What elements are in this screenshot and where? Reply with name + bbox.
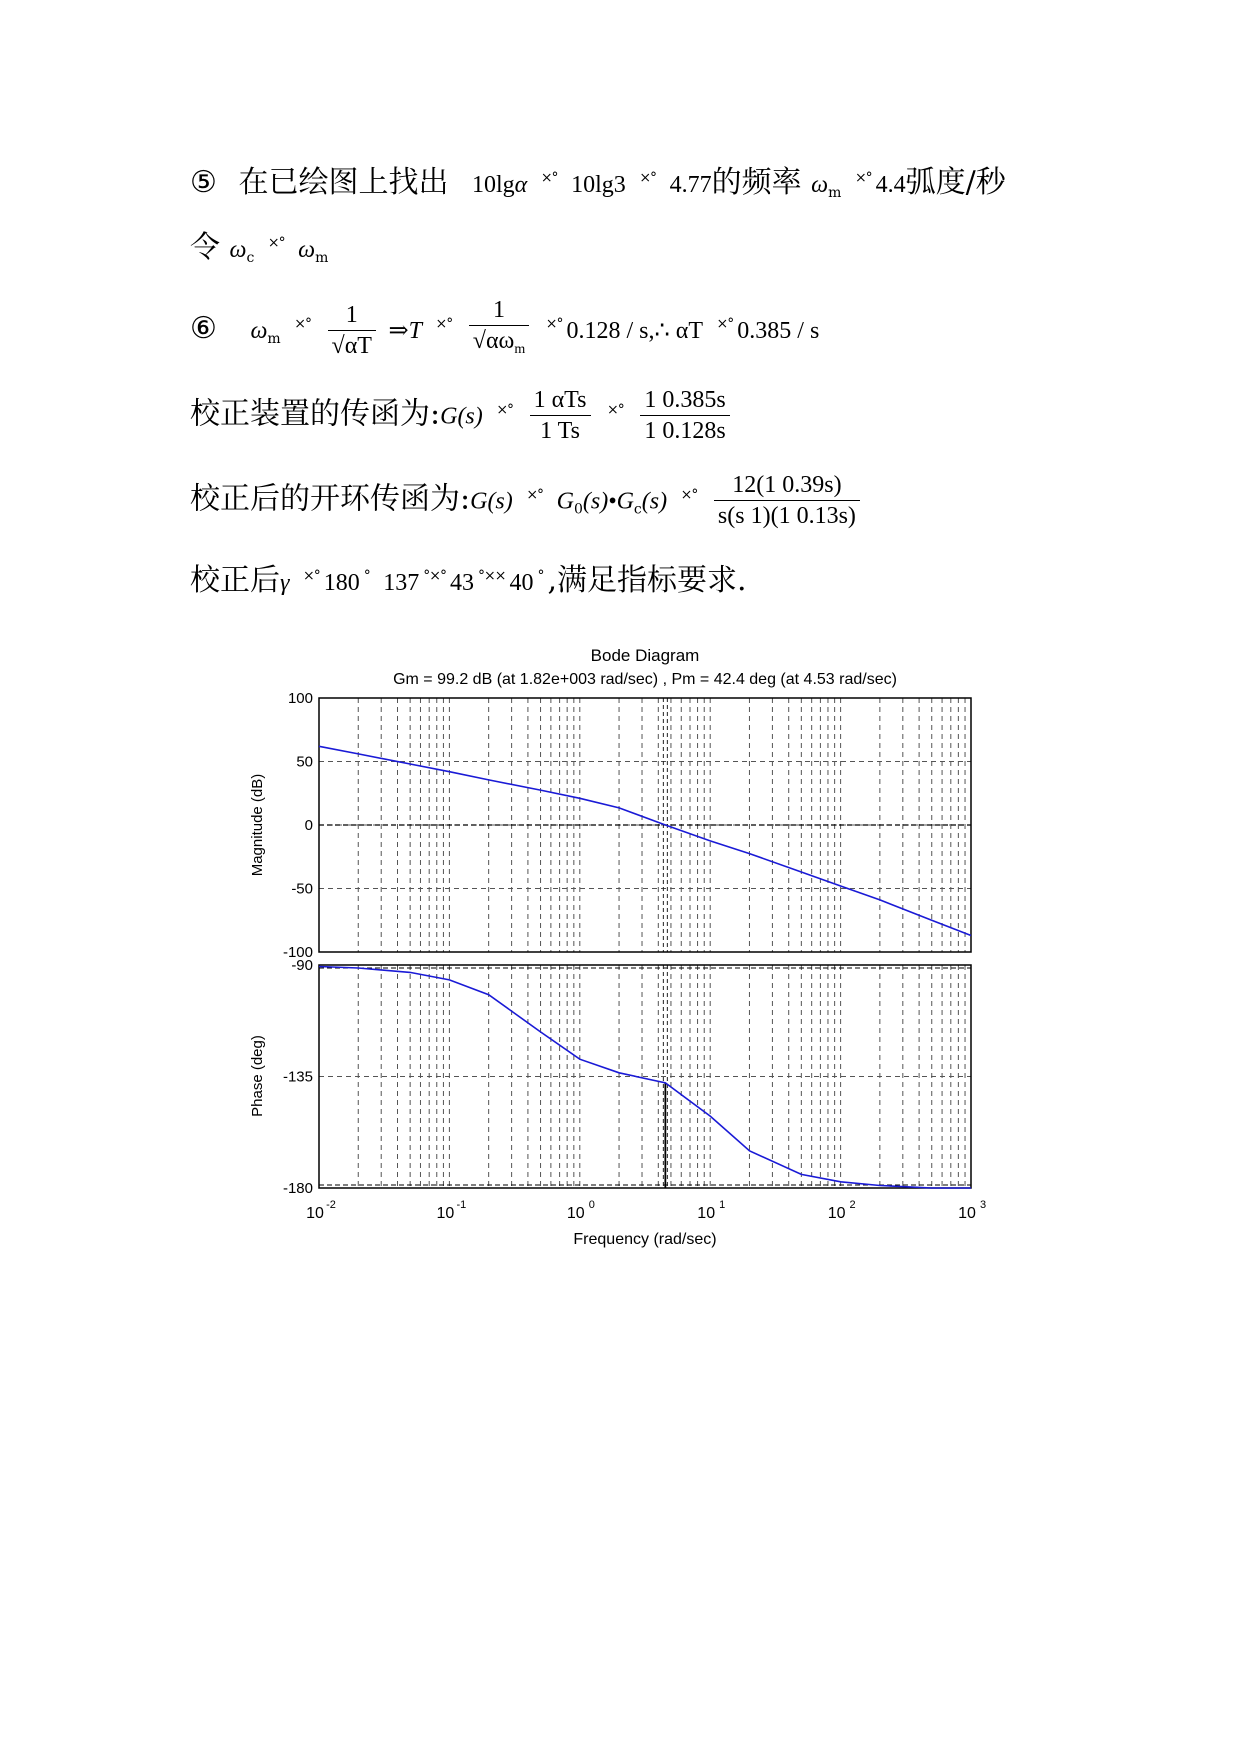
step5-marker: ⑤ [190, 165, 217, 200]
step6-num1: 1 [328, 300, 376, 331]
openloop-num: 12(1 0.39s) [714, 470, 860, 501]
correction-fraction-2 [640, 385, 729, 446]
result-tail: ,满足指标要求. [547, 563, 747, 598]
step5-value: 4.77 [669, 172, 712, 198]
openloop-g0: G [556, 488, 574, 515]
step6-marker: ⑥ [190, 311, 217, 346]
phase-grid [319, 965, 971, 1188]
result-gamma: γ [280, 570, 290, 596]
step5-mid: 的频率 [711, 165, 802, 200]
frequency-ticks [306, 1199, 986, 1222]
step6-line: ⑥ $\omega_m$ ×° $\frac{1}{√\alpha T}$ ⇒T ×° $\frac{1}{√\alpha\omega_m}$ ×° 0.128 / s,∴ αT ×° 0.385 / s [190, 295, 819, 365]
magnitude-grid [319, 698, 971, 952]
result-v4: 40 [509, 570, 534, 596]
result-v2: 137 [383, 570, 420, 596]
mag-tick-label: -100 [282, 944, 313, 961]
bode-diagram [240, 640, 1010, 1270]
correction-den1: 1 Ts [540, 418, 580, 444]
correction-den2: 1 0.128s [644, 418, 726, 444]
correction-num2: 1 0.385s [640, 385, 729, 416]
step6-fraction-2 [469, 295, 529, 365]
correction-gs: G(s) [440, 403, 483, 430]
step5-unit: 弧度/秒 [905, 165, 1006, 200]
frequency-tick-exponent: -1 [456, 1199, 467, 1211]
openloop-line: 校正后的开环传函为:G(s) ×° $G_0(s)•G_c(s)$ ×° $\frac{12(1 0.39s)}{s(s 1)(1 0.13s)}$ [190, 470, 863, 531]
mag-tick-label: 100 [287, 690, 313, 707]
openloop-label: 校正后的开环传函为: [190, 481, 471, 517]
frequency-tick-label: 10 [827, 1205, 846, 1222]
result-line: 校正后γ ×° 180 ° 137 °×° 43 °×× 40 ° ,满足指标要求. [190, 563, 747, 598]
frequency-axis-label: Frequency (rad/sec) [573, 1231, 717, 1248]
step6-omega: ω [250, 318, 268, 344]
phase-ticks [283, 957, 313, 1197]
step6-den2-text: √αω [472, 328, 515, 354]
step5-alpha: α [514, 172, 528, 198]
openloop-gs: G(s) [470, 488, 513, 515]
step5b-omega-c: ω [229, 237, 247, 263]
frequency-tick-label: 10 [566, 1205, 585, 1222]
step5b-omega-m: ω [298, 237, 316, 263]
step6-den2 [469, 326, 529, 365]
frequency-tick-exponent: 2 [849, 1199, 856, 1211]
step5b-line: 令 $\omega_c$ ×° $\omega_m$ [190, 230, 329, 266]
phase-panel [249, 957, 971, 1197]
phase-series-line [319, 967, 971, 1189]
openloop-g0s: (s)•G [582, 488, 634, 515]
magnitude-panel [249, 690, 971, 961]
result-label: 校正后 [190, 563, 280, 598]
step6-implies: ⇒T [388, 318, 422, 344]
step5b-sub-m: m [315, 250, 329, 266]
step5-expr2: 10lg3 [571, 172, 626, 198]
step5-lead: 在已绘图上找出 [238, 165, 449, 200]
frequency-tick-label: 10 [697, 1205, 716, 1222]
openloop-fraction [714, 470, 860, 531]
ph-tick-label: -180 [282, 1180, 313, 1197]
openloop-gc-sub: c [633, 501, 642, 518]
step5-omega: ω [811, 172, 829, 198]
ph-tick-label: -135 [282, 1068, 313, 1086]
step5-freq: 4.4 [875, 172, 906, 198]
mag-tick-label: 50 [296, 753, 313, 771]
step5-expr1: 10lg [472, 172, 515, 198]
magnitude-series-line [319, 746, 971, 935]
step6-num2: 1 [469, 295, 529, 326]
openloop-gcs: (s) [641, 488, 668, 515]
openloop-g0-sub: 0 [573, 501, 583, 518]
openloop-den: s(s 1)(1 0.13s) [717, 503, 856, 529]
ph-tick-label: -90 [291, 957, 313, 974]
frequency-tick-exponent: 1 [719, 1199, 726, 1211]
frequency-tick-label: 10 [436, 1205, 455, 1222]
correction-line: 校正装置的传函为:G(s) ×° $\frac{\text{1 αTs}}{1 Ts}$ ×° $\frac{1 0.385s}{1 0.128s}$ [190, 385, 733, 446]
step6-den1: √αT [331, 332, 372, 359]
magnitude-axis-label: Magnitude (dB) [249, 773, 266, 877]
correction-label: 校正装置的传函为: [190, 396, 441, 432]
step5b-lead: 令 [190, 230, 220, 265]
correction-num1: 1 αTs [530, 385, 591, 416]
frequency-tick-exponent: 3 [979, 1199, 987, 1211]
frequency-tick-label: 10 [306, 1205, 324, 1222]
step6-den2-sub: m [514, 342, 526, 357]
result-v1: 180 [323, 570, 360, 596]
step6-val2: 0.385 / s [737, 318, 820, 344]
result-v3: 43 [450, 570, 475, 596]
step5b-sub-c: c [246, 250, 255, 266]
frequency-tick-exponent: -2 [326, 1199, 336, 1211]
frequency-tick-label: 10 [958, 1205, 976, 1222]
step5-sub-m: m [828, 185, 842, 201]
phase-axis-label: Phase (deg) [249, 1035, 266, 1117]
chart-subtitle: Gm = 99.2 dB (at 1.82e+003 rad/sec) , Pm = 42.4 deg (at 4.53 rad/sec) [393, 671, 897, 688]
frequency-tick-exponent: 0 [588, 1199, 595, 1211]
step6-val1: 0.128 / s,∴ αT [566, 318, 703, 344]
magnitude-ticks [283, 690, 313, 961]
step5-line: ⑤ 在已绘图上找出 10lgα ×° 10lg3 ×° 4.77的频率 $\omega_m$ ×° 4.4弧度/秒 [190, 165, 1006, 201]
step6-fraction-1 [328, 300, 376, 361]
chart-title: Bode Diagram [590, 646, 700, 665]
mag-tick-label: 0 [304, 817, 313, 834]
step6-sub-m: m [267, 331, 281, 347]
mag-tick-label: -50 [291, 880, 313, 898]
correction-fraction-1 [530, 385, 591, 446]
